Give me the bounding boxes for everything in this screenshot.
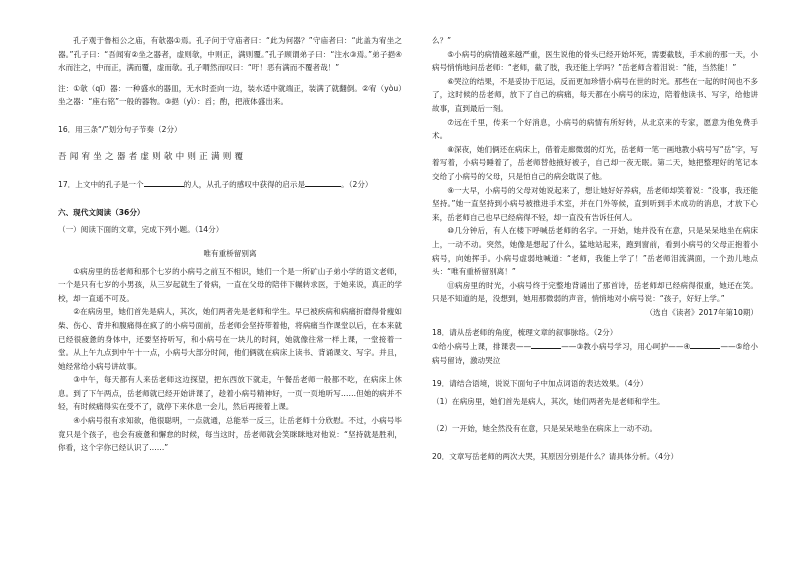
question-19-item-1: （1）在病房里，她们首先是病人，其次，她们两者先是老师和学生。 — [432, 396, 665, 406]
article-paragraph: ④小病号很有求知欲，他很聪明，一点就通，总能举一反三，让岳老师十分欣慰。不过，小病号毕竟只是个孩子，也会有疲惫和懈怠的时候，每当这时，岳老师就会笑眯眯地对他说：“坚持就是胜利，你看，这个字你已经认识了……” — [58, 416, 402, 453]
subsection-heading: （一）阅读下面的文章，完成下列小题。（14分） — [58, 225, 224, 235]
classical-text: 孔子观于鲁桓公之庙，有欹器①焉。孔子问于守庙者曰：“此为何器？”守庙者曰：“此盖为宥坐之器。”孔子曰：“吾闻宥②坐之器者，虚则欹，中则正，满则覆。”孔子顾谓弟子曰：“注水③焉。”弟子挹④水而注之，中而正，满而覆，虚而欹。孔子喟然而叹曰：“吁！恶有满而不覆者哉！” — [58, 36, 402, 73]
annotation-note: 注：①欹（qī）器：一种盛水的器皿，无水时歪向一边，装水适中就端正，装满了就翻倒。②宥（yòu）坐之器：“座右铭”一般的器物。③挹（yì）：舀；酌，把液体盛出来。 — [58, 83, 402, 107]
article-paragraph: ⑥哭泣的结果，不是妥协于厄运，反而更加珍惜小病号在世的时光。那些在一起的时间也不多了，这时候的岳老师，放下了自己的病痛，每天都在小病号的床边，陪着他读书、写字，给他讲故事，直到最后一刻。 — [432, 76, 758, 113]
right-column — [432, 34, 758, 464]
answer-blank[interactable] — [305, 178, 341, 187]
chain-part-a: ①给小病号上课，排课表—— — [432, 342, 532, 352]
article-paragraph: ③中午，每天都有人来岳老师这边探望，把东西放下就走，午餐岳老师一般都不吃，在病床上休息。到了下午两点，岳老师就已经开始讲课了，趁着小病号精神好，一页一页地听写……但她的病并不轻，有时候痛得实在受不了，就停下来休息一会儿，然后再接着上课。 — [58, 375, 402, 412]
answer-blank[interactable] — [144, 178, 184, 187]
question-16: 16．用三条“/”划分句子节奏（2分） — [58, 124, 182, 134]
article-source: （选自《读者》2017年第10期） — [645, 307, 758, 317]
article-paragraph: ⑪病房里的时光，小病号终于完整地背诵出了那首诗，岳老师却已经病得很重，她还在笑。只是不知道的是，没想到，她用那微弱的声音，悄悄地对小病号说：“孩子，好好上学。” — [432, 280, 758, 304]
article-paragraph: ②在病房里，她们首先是病人，其次，她们两者先是老师和学生。早已被疾病和病痛折磨得骨瘦如柴、伤心、背井和腹痛得在疯了的小病号面前，岳老师会坚持带着他，将病痛当作课堂以后，在本来就已经很疲惫的身体中，还要坚持听写，和小病号在一块儿的时间，她就像往常一样上课，一堂接着一堂。从上午九点到中午十一点，小病号大部分时间，他们俩就在病床上读书、背诵课文、写字。并且，她经常给小病号讲故事。 — [58, 307, 402, 371]
question-19-item-2: （2）一开始，她全然没有在意，只是呆呆地坐在病床上一动不动。 — [432, 424, 658, 434]
question-19: 19．请结合语境，说说下面句子中加点词语的表达效果。（4分） — [432, 379, 648, 389]
answer-blank[interactable] — [531, 340, 561, 349]
article-paragraph: ⑩几分钟后，有人在楼下呼喊岳老师的名字。一开始，她并没有在意，只是呆呆地坐在病床上，一动不动。突然，她像是想起了什么，猛地站起来，跑到窗前，看到小病号的父母正抱着小病号，向她挥手。小病号虚弱地喊道：“老师，我能上学了！”岳老师泪流满面，一个劲儿地点头：“唯有重桥留别离！” — [432, 226, 758, 277]
article-paragraph: ⑨一大早，小病号的父母对她说起来了，想让她好好养病，岳老师却笑着说：“没事，我还能坚持。”她一直坚持到小病号被推进手术室，并在门外等候，直到听到手术成功的消息，才放下心来，岳老师自己也早已经病得不轻，却一直没有告诉任何人。 — [432, 185, 758, 222]
question-17 — [58, 178, 402, 192]
section-heading: 六、现代文阅读（36分） — [58, 207, 145, 217]
question-18-chain — [432, 340, 758, 367]
question-17-part-c: 。（2分） — [341, 180, 373, 190]
question-17-part-a: 17．上文中的孔子是一个 — [58, 180, 144, 190]
article-paragraph: ⑤小病号的病情越来越严重，医生说他的骨头已经开始坏死，需要截肢，手术前的那一天，小病号悄悄地问岳老师：“老师，截了肢，我还能上学吗？”岳老师含着泪说：“能，当然能！” — [432, 49, 758, 73]
article-paragraph: ①病房里的岳老师和那个七岁的小病号之前互不相识，她们一个是一所矿山子弟小学的语文老师，一个是只有七岁的小男孩，从三岁起就生了骨病，一直在父母的陪伴下辗转求医，于她来说，真正的学校，却一直遥不可及。 — [58, 266, 402, 303]
article-paragraph: ⑧深夜，她们俩还在病床上，借着走廊微弱的灯光，岳老师一笔一画地教小病号写“岳”字，写着写着，小病号睡着了，岳老师替他掖好被子，自己却一夜无眠。第二天，她把整理好的笔记本交给了小病号的父母，只是怕自己的病会耽误了他。 — [432, 144, 759, 181]
left-column — [58, 34, 402, 455]
chain-part-c: ——⑤给小病号留诗，激动哭泣 — [432, 342, 758, 365]
chain-part-b: ——③教小病号学习，用心呵护——④ — [561, 342, 691, 352]
answer-blank[interactable] — [690, 340, 720, 349]
article-title: 唯有重桥留别离 — [203, 248, 257, 258]
question-17-part-b: 的人，从孔子的感叹中获得的启示是 — [183, 180, 306, 190]
question-20: 20．文章写岳老师的两次大哭，其原因分别是什么？请具体分析。（4分） — [432, 452, 679, 462]
question-18: 18．请从岳老师的角度，梳理文章的叙事脉络。（2分） — [432, 328, 618, 338]
article-paragraph: ⑦远在千里，传来一个好消息，小病号的病情有所好转，从北京来的专家，愿意为他免费手术。 — [432, 117, 758, 141]
sentence-to-segment: 吾 闻 宥 坐 之 器 者 虚 则 欹 中 则 正 满 则 覆 — [58, 151, 244, 162]
article-continuation: 么？” — [432, 36, 452, 45]
